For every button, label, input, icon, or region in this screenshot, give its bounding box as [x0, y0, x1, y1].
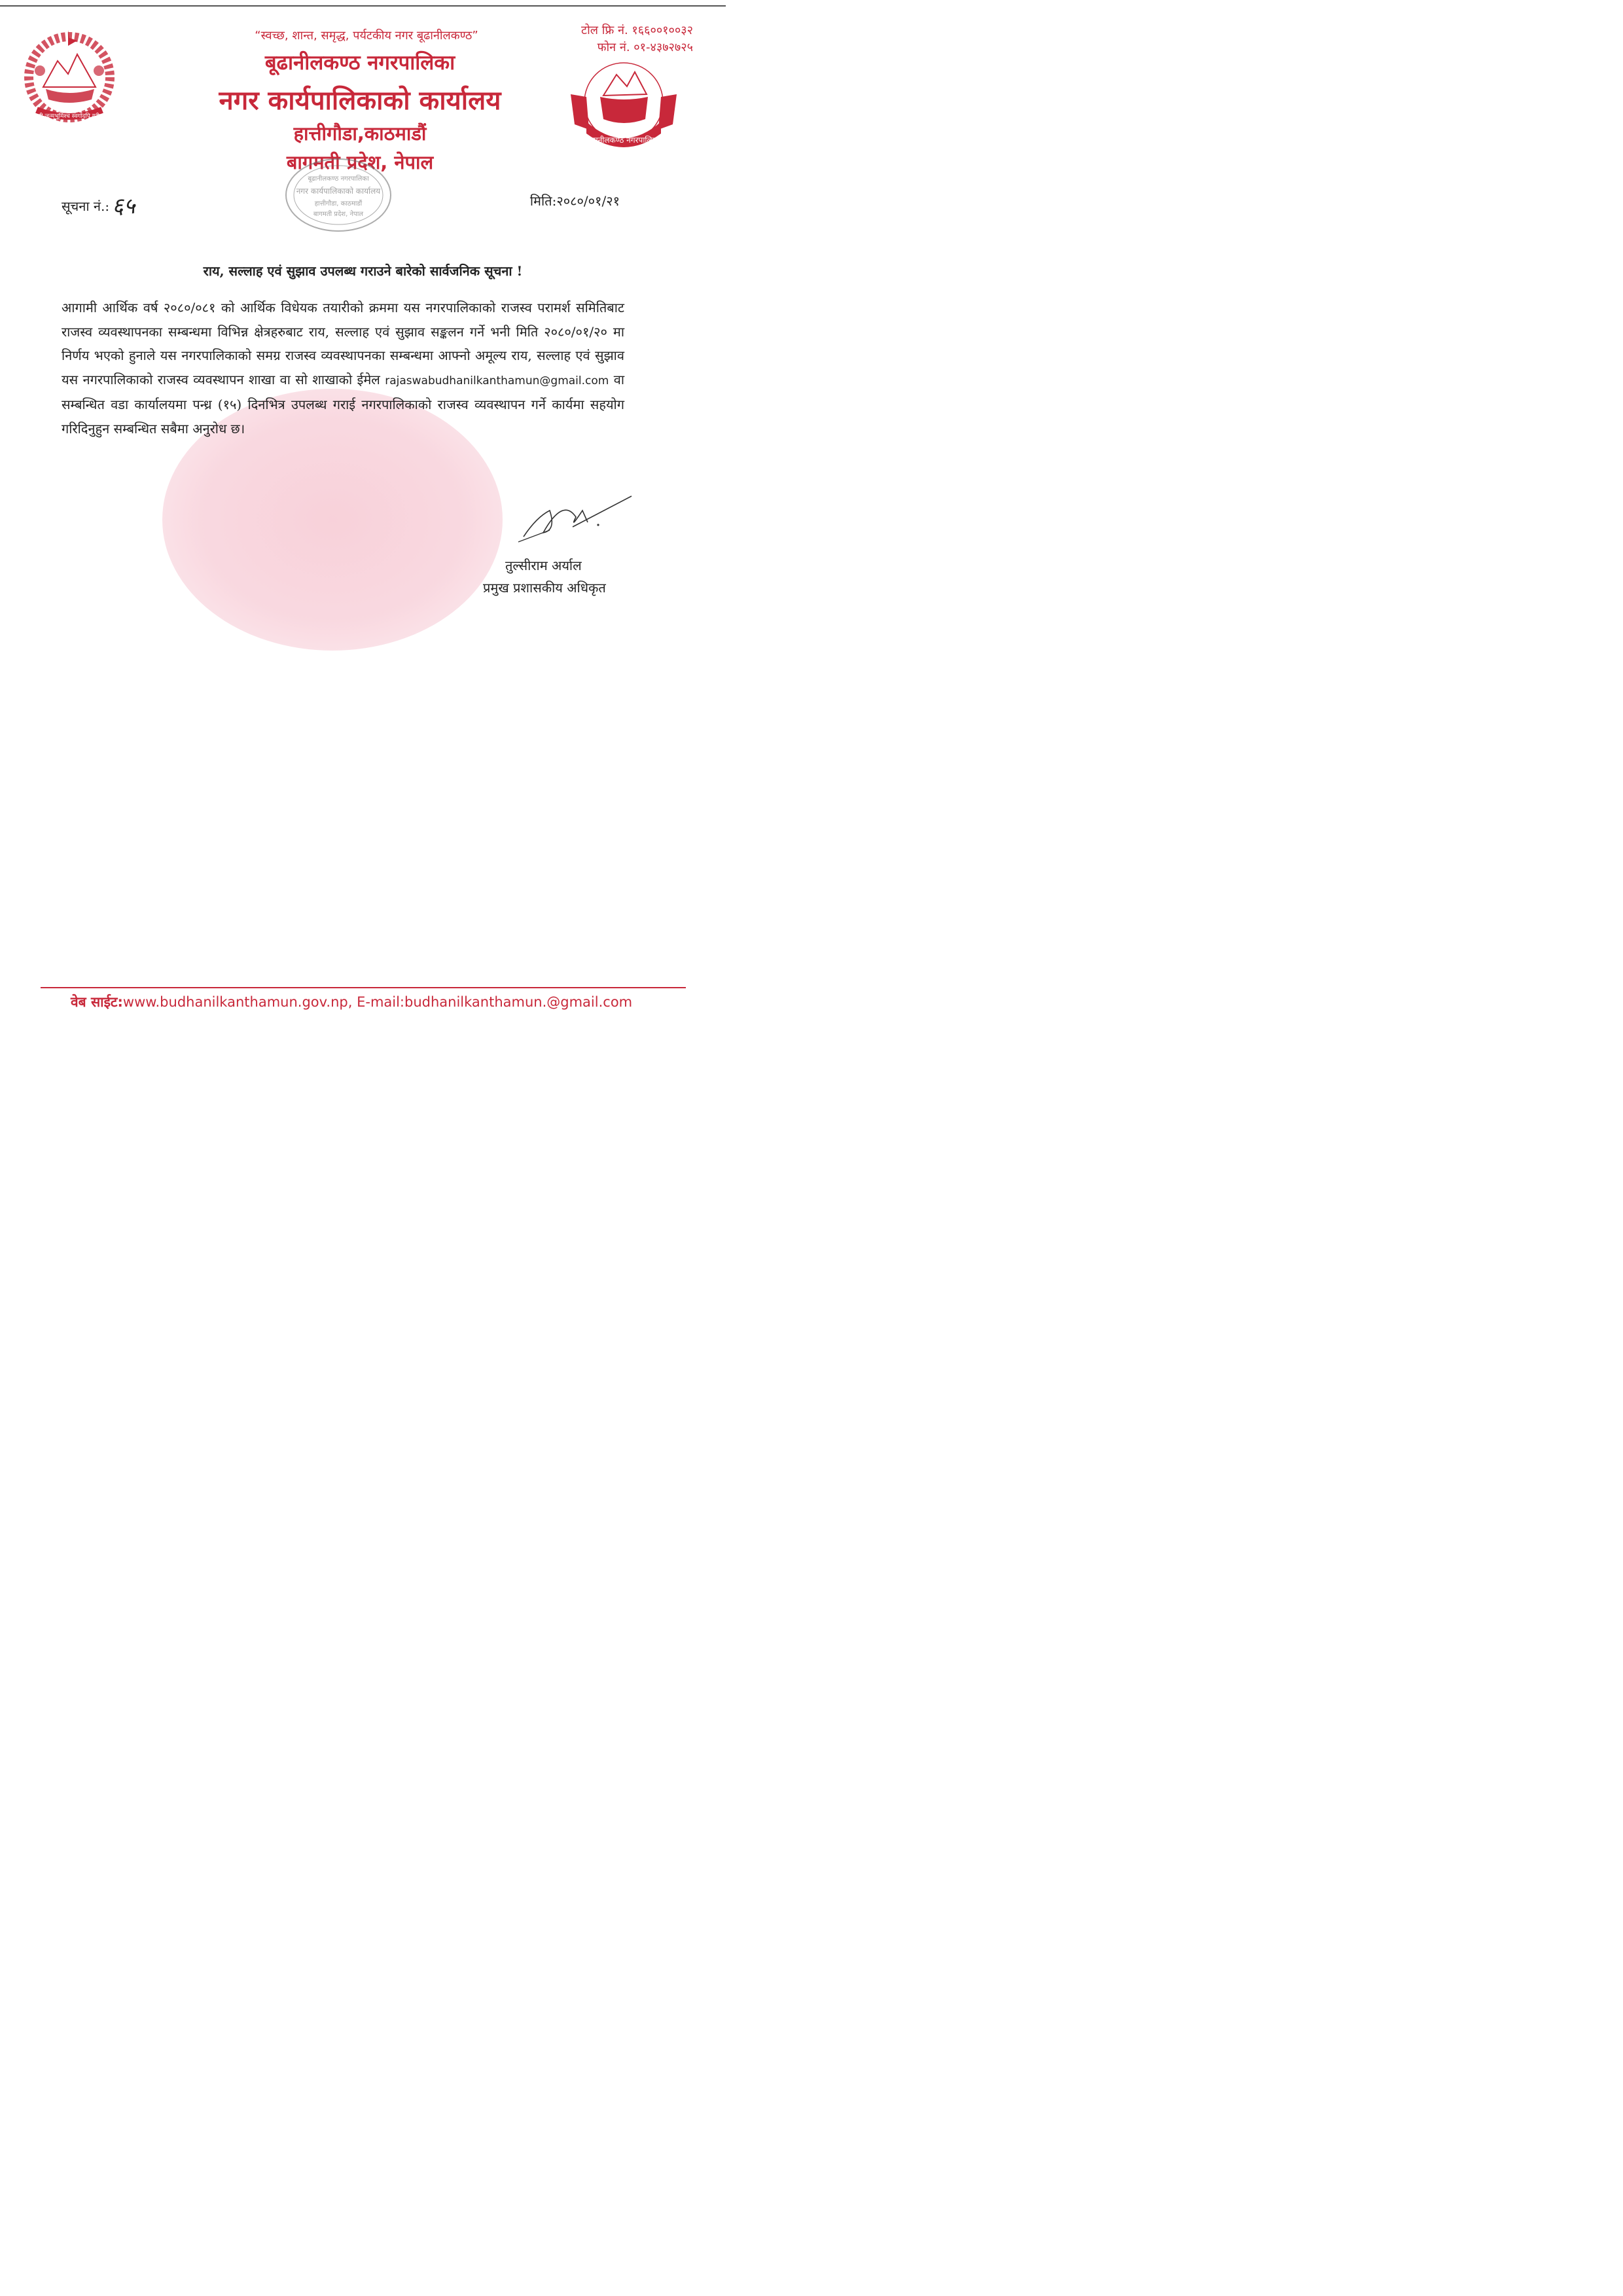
body-text-part-2: वा सम्बन्धित वडा कार्यालयमा पन्ध्र (१५) दिनभित्र उपलब्ध गराई नगरपालिकाको राजस्व व्यवस्थापन गर्ने कार्यमा सहयोग गरिदिनुहुन सम्बन्धित सबैमा अनुरोध छ।	[62, 371, 625, 437]
province-country: बागमती प्रदेश, नेपाल	[286, 151, 434, 173]
notice-date: मिति:२०८०/०१/२१	[529, 193, 620, 209]
stamp-line-1: बूढानीलकण्ठ नगरपालिका	[308, 175, 369, 183]
signature-icon	[510, 491, 641, 550]
toll-free-number: टोल फ्रि नं. १६६००१००३२	[581, 24, 693, 37]
footer-separator: ,	[348, 994, 357, 1010]
contact-block	[581, 22, 693, 56]
municipality-name: बूढानीलकण्ठ नगरपालिका	[264, 51, 455, 75]
office-stamp	[283, 156, 394, 234]
office-name: नगर कार्यपालिकाको कार्यालय	[219, 86, 501, 116]
phone-number: फोन नं. ०१-४३७२७२५	[597, 41, 693, 54]
signatory-name: तुल्सीराम अर्याल	[505, 558, 582, 573]
nepal-emblem-icon	[17, 25, 122, 130]
emblem-motto-text: जननी जन्मभूमिश्च स्वर्गादपि गरीयसी	[30, 113, 109, 120]
notice-number-label: सूचना नं.:	[62, 198, 110, 214]
municipality-motto: “स्वच्छ, शान्त, समृद्ध, पर्यटकीय नगर बूढानीलकण्ठ”	[255, 29, 478, 43]
footer-divider	[41, 987, 686, 988]
notice-body	[62, 296, 624, 440]
email-label: E-mail:	[357, 994, 405, 1010]
scan-top-edge	[0, 5, 726, 7]
logo-text: बूढानीलकण्ठ नगरपालिका	[586, 135, 661, 145]
stamp-line-2: नगर कार्यपालिकाको कार्यालय	[296, 187, 381, 196]
website-link[interactable]: www.budhanilkanthamun.gov.np	[122, 994, 348, 1010]
body-text-part-1: आगामी आर्थिक वर्ष २०८०/०८१ को आर्थिक विधेयक तयारीको क्रममा यस नगरपालिकाको राजस्व परामर्श समितिबाट राजस्व व्यवस्थापनका सम्बन्धमा विभिन्न क्षेत्रहरुबाट राय, सल्लाह एवं सुझाव सङ्कलन गर्ने भनी मिति २०८०/०१/२० मा निर्णय भएको हुनाले यस नगरपालिकाको समग्र राजस्व व्यवस्थापनका सम्बन्धमा आफ्नो अमूल्य राय, सल्लाह एवं सुझाव यस नगरपालिकाको राजस्व व्यवस्थापन शाखा वा सो शाखाको ईमेल	[62, 300, 624, 387]
email-link[interactable]: budhanilkanthamun.@gmail.com	[404, 994, 633, 1010]
website-label: वेब साईट:	[71, 994, 123, 1010]
stamp-line-3: हात्तीगौडा, काठमाडौं	[314, 200, 363, 207]
body-email-link[interactable]: rajaswabudhanilkanthamun@gmail.com	[385, 374, 609, 387]
notice-subject: राय, सल्लाह एवं सुझाव उपलब्ध गराउने बारेको सार्वजनिक सूचना !	[203, 263, 523, 279]
notice-number	[62, 190, 135, 220]
office-address: हात्तीगौडा,काठमाडौं	[293, 122, 427, 145]
signatory-title: प्रमुख प्रशासकीय अधिकृत	[483, 580, 606, 596]
notice-number-value: ६५	[112, 193, 135, 219]
stamp-line-4: बागमती प्रदेश, नेपाल	[313, 211, 364, 218]
municipality-logo-icon	[564, 56, 683, 154]
footer	[71, 993, 632, 1011]
